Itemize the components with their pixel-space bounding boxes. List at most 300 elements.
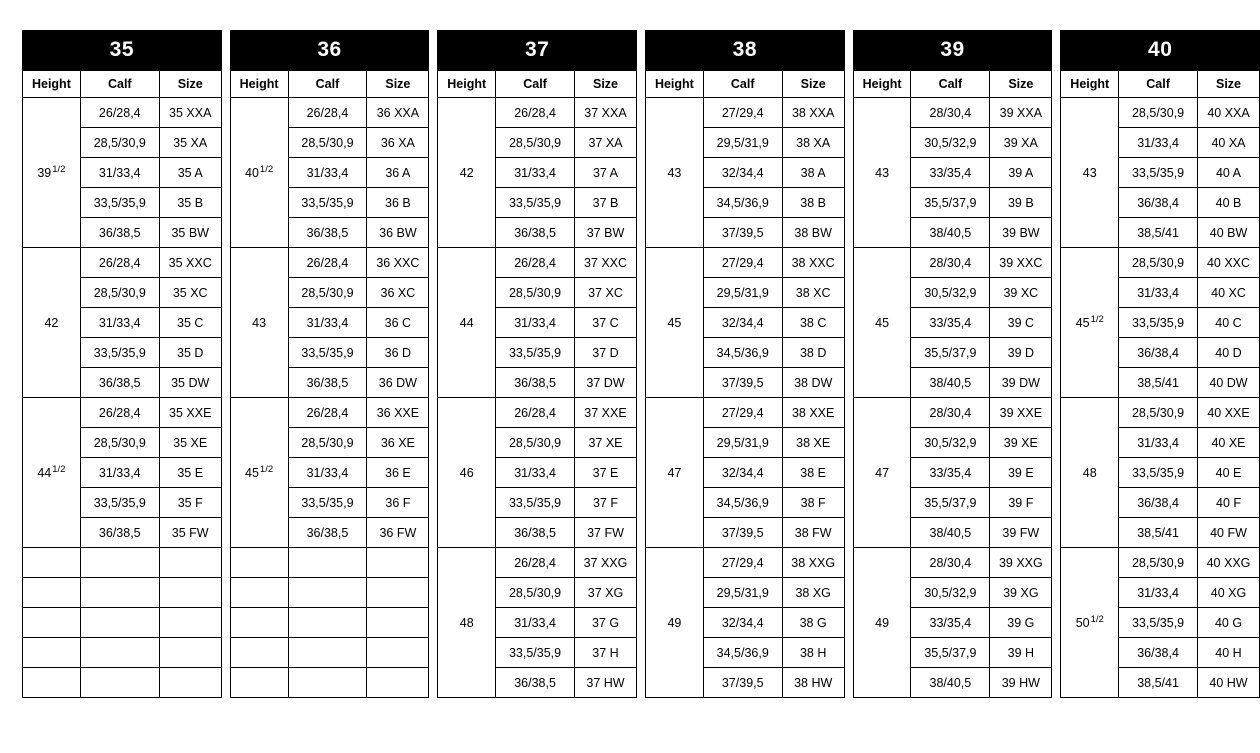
calf-cell: 33,5/35,9 — [288, 188, 367, 218]
calf-cell: 38,5/41 — [1119, 368, 1198, 398]
empty-row — [23, 548, 222, 578]
empty-cell — [80, 578, 159, 608]
table-row — [853, 398, 1052, 428]
height-cell: 42 — [438, 98, 496, 248]
calf-cell: 33/35,4 — [911, 608, 990, 638]
size-cell: 36 D — [367, 338, 429, 368]
calf-cell: 28,5/30,9 — [80, 128, 159, 158]
size-cell: 36 A — [367, 158, 429, 188]
size-cell: 37 C — [574, 308, 636, 338]
calf-cell: 36/38,5 — [496, 218, 575, 248]
size-cell: 40 BW — [1197, 218, 1259, 248]
calf-cell: 27/29,4 — [703, 398, 782, 428]
calf-cell: 36/38,5 — [288, 368, 367, 398]
size-cell: 38 XE — [782, 428, 844, 458]
calf-cell: 26/28,4 — [496, 398, 575, 428]
empty-row — [230, 578, 429, 608]
table-row — [646, 548, 845, 578]
size-cell: 38 H — [782, 638, 844, 668]
calf-cell: 38,5/41 — [1119, 218, 1198, 248]
empty-row — [230, 548, 429, 578]
size-cell: 37 XXE — [574, 398, 636, 428]
calf-cell: 36/38,5 — [80, 218, 159, 248]
calf-cell: 34,5/36,9 — [703, 188, 782, 218]
size-cell: 39 XXC — [990, 248, 1052, 278]
size-cell: 40 XXE — [1197, 398, 1259, 428]
size-block — [22, 30, 222, 698]
column-header-size: Size — [782, 71, 844, 98]
size-cell: 37 DW — [574, 368, 636, 398]
calf-cell: 27/29,4 — [703, 248, 782, 278]
calf-cell: 33,5/35,9 — [1119, 458, 1198, 488]
calf-cell: 33,5/35,9 — [80, 338, 159, 368]
size-cell: 37 H — [574, 638, 636, 668]
column-header-size: Size — [1197, 71, 1259, 98]
calf-cell: 28/30,4 — [911, 98, 990, 128]
table-row — [1061, 98, 1260, 128]
size-cell: 39 C — [990, 308, 1052, 338]
size-cell: 39 BW — [990, 218, 1052, 248]
size-cell: 38 XG — [782, 578, 844, 608]
height-cell: 45 — [646, 248, 704, 398]
calf-cell: 33,5/35,9 — [288, 488, 367, 518]
calf-cell: 28/30,4 — [911, 248, 990, 278]
size-cell: 40 D — [1197, 338, 1259, 368]
calf-cell: 30,5/32,9 — [911, 428, 990, 458]
calf-cell: 33,5/35,9 — [1119, 308, 1198, 338]
calf-cell: 28,5/30,9 — [496, 428, 575, 458]
size-cell: 39 FW — [990, 518, 1052, 548]
size-cell: 39 HW — [990, 668, 1052, 698]
size-block-header: 40 — [1060, 30, 1260, 70]
empty-cell — [23, 668, 81, 698]
table-header-row — [23, 71, 222, 98]
size-cell: 38 XXE — [782, 398, 844, 428]
height-cell: 45 — [853, 248, 911, 398]
calf-cell: 31/33,4 — [288, 308, 367, 338]
column-header-size: Size — [159, 71, 221, 98]
calf-cell: 26/28,4 — [80, 398, 159, 428]
height-cell: 47 — [646, 398, 704, 548]
size-cell: 37 A — [574, 158, 636, 188]
calf-cell: 33/35,4 — [911, 308, 990, 338]
size-cell: 36 XXA — [367, 98, 429, 128]
empty-cell — [80, 638, 159, 668]
empty-cell — [230, 548, 288, 578]
calf-cell: 28/30,4 — [911, 398, 990, 428]
calf-cell: 33,5/35,9 — [496, 338, 575, 368]
calf-cell: 31/33,4 — [1119, 428, 1198, 458]
empty-cell — [288, 548, 367, 578]
column-header-height: Height — [438, 71, 496, 98]
calf-cell: 37/39,5 — [703, 218, 782, 248]
table-header-row — [1061, 71, 1260, 98]
size-block — [230, 30, 430, 698]
calf-cell: 28,5/30,9 — [496, 278, 575, 308]
column-header-size: Size — [574, 71, 636, 98]
calf-cell: 27/29,4 — [703, 98, 782, 128]
size-cell: 40 XXA — [1197, 98, 1259, 128]
size-cell: 36 C — [367, 308, 429, 338]
size-cell: 35 BW — [159, 218, 221, 248]
size-cell: 37 BW — [574, 218, 636, 248]
empty-cell — [159, 578, 221, 608]
calf-cell: 26/28,4 — [288, 398, 367, 428]
calf-cell: 33,5/35,9 — [496, 488, 575, 518]
height-cell: 49 — [853, 548, 911, 698]
height-cell: 42 — [23, 248, 81, 398]
calf-cell: 31/33,4 — [288, 458, 367, 488]
calf-cell: 28,5/30,9 — [496, 578, 575, 608]
calf-cell: 31/33,4 — [1119, 128, 1198, 158]
empty-row — [23, 668, 222, 698]
size-block-header: 39 — [853, 30, 1053, 70]
calf-cell: 28,5/30,9 — [80, 428, 159, 458]
column-header-height: Height — [853, 71, 911, 98]
size-cell: 37 XXA — [574, 98, 636, 128]
empty-cell — [367, 548, 429, 578]
size-block-header: 35 — [22, 30, 222, 70]
column-header-calf: Calf — [288, 71, 367, 98]
size-table — [22, 70, 222, 698]
calf-cell: 33,5/35,9 — [80, 488, 159, 518]
column-header-calf: Calf — [1119, 71, 1198, 98]
table-row — [438, 548, 637, 578]
size-cell: 40 C — [1197, 308, 1259, 338]
calf-cell: 31/33,4 — [80, 308, 159, 338]
table-row — [853, 248, 1052, 278]
calf-cell: 28,5/30,9 — [80, 278, 159, 308]
table-row — [23, 248, 222, 278]
calf-cell: 33/35,4 — [911, 158, 990, 188]
size-cell: 36 E — [367, 458, 429, 488]
height-cell: 49 — [646, 548, 704, 698]
table-row — [646, 248, 845, 278]
empty-cell — [23, 578, 81, 608]
calf-cell: 30,5/32,9 — [911, 578, 990, 608]
size-chart-grid — [22, 30, 1260, 698]
calf-cell: 29,5/31,9 — [703, 128, 782, 158]
size-cell: 37 E — [574, 458, 636, 488]
calf-cell: 38/40,5 — [911, 668, 990, 698]
calf-cell: 36/38,5 — [80, 368, 159, 398]
calf-cell: 32/34,4 — [703, 458, 782, 488]
size-cell: 38 E — [782, 458, 844, 488]
calf-cell: 36/38,5 — [496, 668, 575, 698]
calf-cell: 37/39,5 — [703, 668, 782, 698]
calf-cell: 29,5/31,9 — [703, 278, 782, 308]
calf-cell: 34,5/36,9 — [703, 338, 782, 368]
empty-cell — [159, 548, 221, 578]
calf-cell: 35,5/37,9 — [911, 338, 990, 368]
calf-cell: 33/35,4 — [911, 458, 990, 488]
empty-cell — [80, 608, 159, 638]
column-header-calf: Calf — [80, 71, 159, 98]
size-cell: 38 BW — [782, 218, 844, 248]
calf-cell: 26/28,4 — [288, 98, 367, 128]
size-block-header: 37 — [437, 30, 637, 70]
empty-cell — [23, 638, 81, 668]
size-cell: 37 D — [574, 338, 636, 368]
size-cell: 39 XA — [990, 128, 1052, 158]
size-cell: 38 B — [782, 188, 844, 218]
height-cell: 43 — [230, 248, 288, 398]
size-cell: 37 HW — [574, 668, 636, 698]
size-cell: 38 XC — [782, 278, 844, 308]
empty-cell — [230, 578, 288, 608]
size-cell: 40 G — [1197, 608, 1259, 638]
calf-cell: 28,5/30,9 — [288, 128, 367, 158]
size-cell: 37 XE — [574, 428, 636, 458]
calf-cell: 34,5/36,9 — [703, 638, 782, 668]
size-cell: 36 XE — [367, 428, 429, 458]
calf-cell: 27/29,4 — [703, 548, 782, 578]
column-header-height: Height — [646, 71, 704, 98]
calf-cell: 38,5/41 — [1119, 518, 1198, 548]
calf-cell: 30,5/32,9 — [911, 128, 990, 158]
calf-cell: 31/33,4 — [496, 608, 575, 638]
table-row — [438, 98, 637, 128]
column-header-size: Size — [367, 71, 429, 98]
empty-cell — [367, 668, 429, 698]
size-cell: 39 XXA — [990, 98, 1052, 128]
size-cell: 35 F — [159, 488, 221, 518]
size-cell: 37 G — [574, 608, 636, 638]
height-cell: 43 — [646, 98, 704, 248]
size-cell: 40 B — [1197, 188, 1259, 218]
size-table — [1060, 70, 1260, 698]
calf-cell: 36/38,5 — [496, 518, 575, 548]
size-cell: 35 XA — [159, 128, 221, 158]
column-header-calf: Calf — [703, 71, 782, 98]
empty-cell — [230, 638, 288, 668]
empty-cell — [80, 668, 159, 698]
calf-cell: 37/39,5 — [703, 368, 782, 398]
calf-cell: 26/28,4 — [80, 98, 159, 128]
column-header-height: Height — [23, 71, 81, 98]
size-cell: 40 XG — [1197, 578, 1259, 608]
calf-cell: 36/38,4 — [1119, 488, 1198, 518]
size-cell: 36 BW — [367, 218, 429, 248]
size-cell: 39 XE — [990, 428, 1052, 458]
column-header-size: Size — [990, 71, 1052, 98]
table-header-row — [646, 71, 845, 98]
size-cell: 39 B — [990, 188, 1052, 218]
table-row — [230, 98, 429, 128]
calf-cell: 28,5/30,9 — [1119, 548, 1198, 578]
empty-cell — [288, 578, 367, 608]
table-row — [23, 398, 222, 428]
size-cell: 35 DW — [159, 368, 221, 398]
height-cell: $44^{1/2}$ — [23, 398, 81, 548]
empty-cell — [367, 578, 429, 608]
column-header-calf: Calf — [496, 71, 575, 98]
size-cell: 39 XC — [990, 278, 1052, 308]
calf-cell: 32/34,4 — [703, 158, 782, 188]
calf-cell: 31/33,4 — [80, 458, 159, 488]
height-cell: $40^{1/2}$ — [230, 98, 288, 248]
size-table — [853, 70, 1053, 698]
size-cell: 36 XC — [367, 278, 429, 308]
table-header-row — [230, 71, 429, 98]
calf-cell: 36/38,5 — [496, 368, 575, 398]
size-cell: 39 XXG — [990, 548, 1052, 578]
calf-cell: 26/28,4 — [496, 98, 575, 128]
height-cell: $50^{1/2}$ — [1061, 548, 1119, 698]
size-block — [437, 30, 637, 698]
size-cell: 35 XE — [159, 428, 221, 458]
empty-row — [230, 668, 429, 698]
empty-row — [23, 638, 222, 668]
table-row — [853, 98, 1052, 128]
calf-cell: 31/33,4 — [496, 158, 575, 188]
calf-cell: 28,5/30,9 — [288, 278, 367, 308]
height-cell: $39^{1/2}$ — [23, 98, 81, 248]
calf-cell: 32/34,4 — [703, 608, 782, 638]
height-cell: 48 — [1061, 398, 1119, 548]
empty-cell — [230, 608, 288, 638]
table-header-row — [438, 71, 637, 98]
column-header-height: Height — [1061, 71, 1119, 98]
calf-cell: 26/28,4 — [496, 548, 575, 578]
calf-cell: 26/28,4 — [288, 248, 367, 278]
empty-row — [230, 638, 429, 668]
calf-cell: 36/38,4 — [1119, 638, 1198, 668]
table-row — [438, 398, 637, 428]
size-cell: 38 HW — [782, 668, 844, 698]
size-cell: 36 XXC — [367, 248, 429, 278]
size-cell: 36 FW — [367, 518, 429, 548]
empty-cell — [23, 608, 81, 638]
calf-cell: 36/38,4 — [1119, 188, 1198, 218]
size-cell: 39 XXE — [990, 398, 1052, 428]
calf-cell: 33,5/35,9 — [496, 638, 575, 668]
table-row — [230, 248, 429, 278]
size-cell: 39 XG — [990, 578, 1052, 608]
size-cell: 36 F — [367, 488, 429, 518]
size-cell: 37 B — [574, 188, 636, 218]
calf-cell: 38/40,5 — [911, 518, 990, 548]
calf-cell: 31/33,4 — [496, 308, 575, 338]
empty-cell — [159, 668, 221, 698]
calf-cell: 31/33,4 — [288, 158, 367, 188]
size-cell: 38 XXA — [782, 98, 844, 128]
calf-cell: 35,5/37,9 — [911, 488, 990, 518]
size-cell: 39 E — [990, 458, 1052, 488]
calf-cell: 28,5/30,9 — [1119, 398, 1198, 428]
calf-cell: 29,5/31,9 — [703, 578, 782, 608]
size-cell: 38 FW — [782, 518, 844, 548]
empty-cell — [23, 548, 81, 578]
empty-cell — [288, 638, 367, 668]
empty-cell — [230, 668, 288, 698]
size-cell: 39 A — [990, 158, 1052, 188]
height-cell: 46 — [438, 398, 496, 548]
size-block — [853, 30, 1053, 698]
calf-cell: 38/40,5 — [911, 218, 990, 248]
size-cell: 35 FW — [159, 518, 221, 548]
empty-cell — [159, 608, 221, 638]
size-cell: 37 XA — [574, 128, 636, 158]
size-cell: 38 XXC — [782, 248, 844, 278]
size-cell: 38 C — [782, 308, 844, 338]
size-cell: 38 XXG — [782, 548, 844, 578]
size-cell: 35 XXC — [159, 248, 221, 278]
size-block — [1060, 30, 1260, 698]
size-cell: 37 XXG — [574, 548, 636, 578]
empty-row — [23, 578, 222, 608]
size-cell: 35 B — [159, 188, 221, 218]
size-cell: 40 H — [1197, 638, 1259, 668]
size-cell: 36 DW — [367, 368, 429, 398]
height-cell: $45^{1/2}$ — [230, 398, 288, 548]
size-cell: 39 D — [990, 338, 1052, 368]
size-cell: 39 F — [990, 488, 1052, 518]
size-cell: 40 DW — [1197, 368, 1259, 398]
size-cell: 39 H — [990, 638, 1052, 668]
column-header-calf: Calf — [911, 71, 990, 98]
size-cell: 38 D — [782, 338, 844, 368]
empty-cell — [159, 638, 221, 668]
calf-cell: 35,5/37,9 — [911, 638, 990, 668]
calf-cell: 33,5/35,9 — [1119, 158, 1198, 188]
size-block — [645, 30, 845, 698]
empty-row — [23, 608, 222, 638]
height-cell: 48 — [438, 548, 496, 698]
size-cell: 39 G — [990, 608, 1052, 638]
size-block-header: 38 — [645, 30, 845, 70]
size-cell: 37 F — [574, 488, 636, 518]
size-table — [230, 70, 430, 698]
calf-cell: 26/28,4 — [80, 248, 159, 278]
calf-cell: 32/34,4 — [703, 308, 782, 338]
size-cell: 40 XC — [1197, 278, 1259, 308]
height-cell: $45^{1/2}$ — [1061, 248, 1119, 398]
size-cell: 35 C — [159, 308, 221, 338]
calf-cell: 30,5/32,9 — [911, 278, 990, 308]
size-cell: 37 FW — [574, 518, 636, 548]
size-cell: 37 XXC — [574, 248, 636, 278]
size-table — [437, 70, 637, 698]
size-cell: 40 XXG — [1197, 548, 1259, 578]
column-header-height: Height — [230, 71, 288, 98]
calf-cell: 33,5/35,9 — [288, 338, 367, 368]
calf-cell: 36/38,5 — [288, 518, 367, 548]
calf-cell: 31/33,4 — [496, 458, 575, 488]
empty-row — [230, 608, 429, 638]
calf-cell: 29,5/31,9 — [703, 428, 782, 458]
calf-cell: 36/38,4 — [1119, 338, 1198, 368]
calf-cell: 37/39,5 — [703, 518, 782, 548]
size-cell: 40 XXC — [1197, 248, 1259, 278]
size-cell: 36 XXE — [367, 398, 429, 428]
calf-cell: 36/38,5 — [288, 218, 367, 248]
size-cell: 39 DW — [990, 368, 1052, 398]
size-table — [645, 70, 845, 698]
size-block-header: 36 — [230, 30, 430, 70]
size-cell: 36 XA — [367, 128, 429, 158]
calf-cell: 31/33,4 — [1119, 278, 1198, 308]
table-row — [853, 548, 1052, 578]
height-cell: 47 — [853, 398, 911, 548]
size-cell: 38 G — [782, 608, 844, 638]
size-cell: 38 XA — [782, 128, 844, 158]
table-row — [1061, 398, 1260, 428]
size-cell: 38 F — [782, 488, 844, 518]
calf-cell: 28,5/30,9 — [1119, 248, 1198, 278]
calf-cell: 26/28,4 — [496, 248, 575, 278]
size-cell: 35 XXA — [159, 98, 221, 128]
